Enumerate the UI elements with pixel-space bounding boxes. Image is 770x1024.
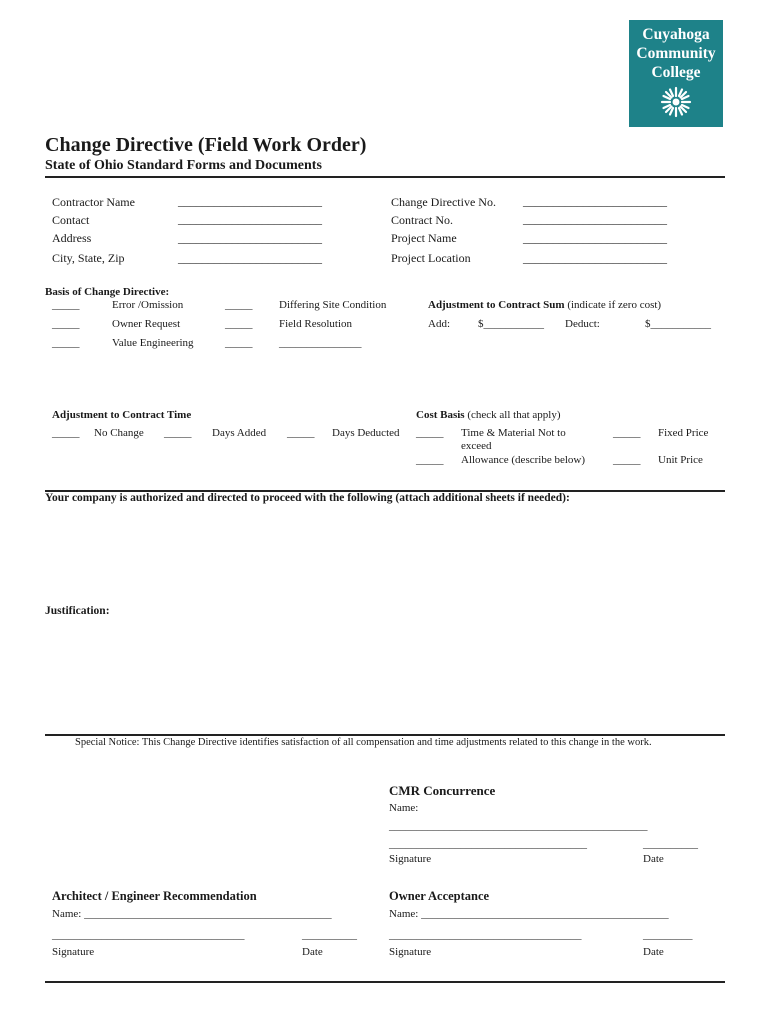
basis-differing-label: Differing Site Condition <box>279 299 387 311</box>
architect-date-field[interactable]: __________ <box>302 929 357 941</box>
sunburst-icon <box>660 86 692 118</box>
cmr-date-label: Date <box>643 853 664 865</box>
cost-basis-heading: Cost Basis <box>416 409 465 421</box>
architect-name-field[interactable]: Name: _____________________________________________ <box>52 908 332 920</box>
adjustment-sum-header <box>428 299 661 311</box>
logo-line-1: Cuyahoga <box>642 26 710 43</box>
basis-error-checkbox[interactable]: _____ <box>52 299 80 311</box>
city-state-zip-label: City, State, Zip <box>52 251 125 265</box>
notice-divider <box>45 734 725 736</box>
allowance-checkbox[interactable]: _____ <box>416 454 444 466</box>
time-material-checkbox[interactable]: _____ <box>416 427 444 439</box>
logo-line-2: Community <box>636 45 716 62</box>
allowance-label: Allowance (describe below) <box>461 454 586 466</box>
project-location-label: Project Location <box>391 251 471 265</box>
basis-value-engineering-label: Value Engineering <box>112 337 194 349</box>
add-label: Add: <box>428 318 450 330</box>
title-divider <box>45 176 725 178</box>
adjustment-sum-note: (indicate if zero cost) <box>567 299 662 311</box>
time-material-label: Time & Material Not to exceed <box>461 427 566 452</box>
special-notice: Special Notice: This Change Directive identifies satisfaction of all compensation and time adjustments related to this change in the work. <box>75 737 652 748</box>
contract-no-label: Contract No. <box>391 213 453 227</box>
basis-error-label: Error /Omission <box>112 299 184 311</box>
contractor-name-label: Contractor Name <box>52 195 135 209</box>
fixed-price-label: Fixed Price <box>658 427 709 439</box>
basis-field-resolution-label: Field Resolution <box>279 318 353 330</box>
project-name-field[interactable]: ________________________ <box>523 231 667 245</box>
no-change-label: No Change <box>94 427 144 439</box>
basis-value-engineering-checkbox[interactable]: _____ <box>52 337 80 349</box>
deduct-amount-field[interactable]: $___________ <box>645 318 711 330</box>
architect-date-label: Date <box>302 946 323 958</box>
architect-signature-label: Signature <box>52 946 95 958</box>
architect-heading: Architect / Engineer Recommendation <box>52 889 257 903</box>
adjustment-sum-heading: Adjustment to Contract Sum <box>428 299 565 311</box>
basis-owner-request-label: Owner Request <box>112 318 181 330</box>
days-deducted-label: Days Deducted <box>332 427 400 439</box>
change-directive-no-field[interactable]: ________________________ <box>523 194 667 208</box>
owner-heading: Owner Acceptance <box>389 889 490 903</box>
cost-basis-note: (check all that apply) <box>467 409 561 421</box>
cmr-heading: CMR Concurrence <box>389 783 496 798</box>
owner-name-field[interactable]: Name: _____________________________________________ <box>389 908 669 920</box>
address-field[interactable]: ________________________ <box>178 231 322 245</box>
justification-label: Justification: <box>45 605 110 617</box>
logo-line-3: College <box>651 64 701 81</box>
owner-signature-label: Signature <box>389 946 432 958</box>
owner-date-label: Date <box>643 946 664 958</box>
address-label: Address <box>52 231 92 245</box>
unit-price-label: Unit Price <box>658 454 703 466</box>
cmr-date-field[interactable]: __________ <box>643 838 698 850</box>
add-amount-field[interactable]: $___________ <box>478 318 544 330</box>
authorized-text: Your company is authorized and directed to proceed with the following (attach additional sheets if needed): <box>45 492 570 504</box>
architect-signature-field[interactable]: ___________________________________ <box>52 929 245 941</box>
unit-price-checkbox[interactable]: _____ <box>613 454 641 466</box>
college-logo <box>629 20 723 127</box>
days-deducted-checkbox[interactable]: _____ <box>287 427 315 439</box>
adjustment-time-heading: Adjustment to Contract Time <box>52 409 192 421</box>
cmr-name-field[interactable]: _______________________________________________ <box>389 820 648 832</box>
contact-field[interactable]: ________________________ <box>178 212 322 226</box>
city-state-zip-field[interactable]: ________________________ <box>178 251 322 265</box>
contract-no-field[interactable]: ________________________ <box>523 212 667 226</box>
days-added-label: Days Added <box>212 427 267 439</box>
contractor-name-field[interactable]: ________________________ <box>178 194 322 208</box>
basis-field-resolution-checkbox[interactable]: _____ <box>225 318 253 330</box>
footer-divider <box>45 981 725 983</box>
owner-date-field[interactable]: _________ <box>643 929 693 941</box>
change-directive-no-label: Change Directive No. <box>391 195 496 209</box>
basis-heading: Basis of Change Directive: <box>45 286 170 298</box>
cmr-signature-field[interactable]: ____________________________________ <box>389 838 587 850</box>
project-name-label: Project Name <box>391 231 457 245</box>
no-change-checkbox[interactable]: _____ <box>52 427 80 439</box>
cmr-signature-label: Signature <box>389 853 432 865</box>
fixed-price-checkbox[interactable]: _____ <box>613 427 641 439</box>
basis-differing-checkbox[interactable]: _____ <box>225 299 253 311</box>
page-subtitle: State of Ohio Standard Forms and Documents <box>45 158 322 173</box>
contact-label: Contact <box>52 213 90 227</box>
basis-owner-request-checkbox[interactable]: _____ <box>52 318 80 330</box>
owner-signature-field[interactable]: ___________________________________ <box>389 929 582 941</box>
basis-other-checkbox[interactable]: _____ <box>225 337 253 349</box>
page-title: Change Directive (Field Work Order) <box>45 134 367 156</box>
deduct-label: Deduct: <box>565 318 600 330</box>
project-location-field[interactable]: ________________________ <box>523 251 667 265</box>
cost-basis-header <box>416 409 561 421</box>
days-added-checkbox[interactable]: _____ <box>164 427 192 439</box>
basis-other-field[interactable]: _______________ <box>279 337 362 349</box>
cmr-name-label: Name: <box>389 802 419 814</box>
